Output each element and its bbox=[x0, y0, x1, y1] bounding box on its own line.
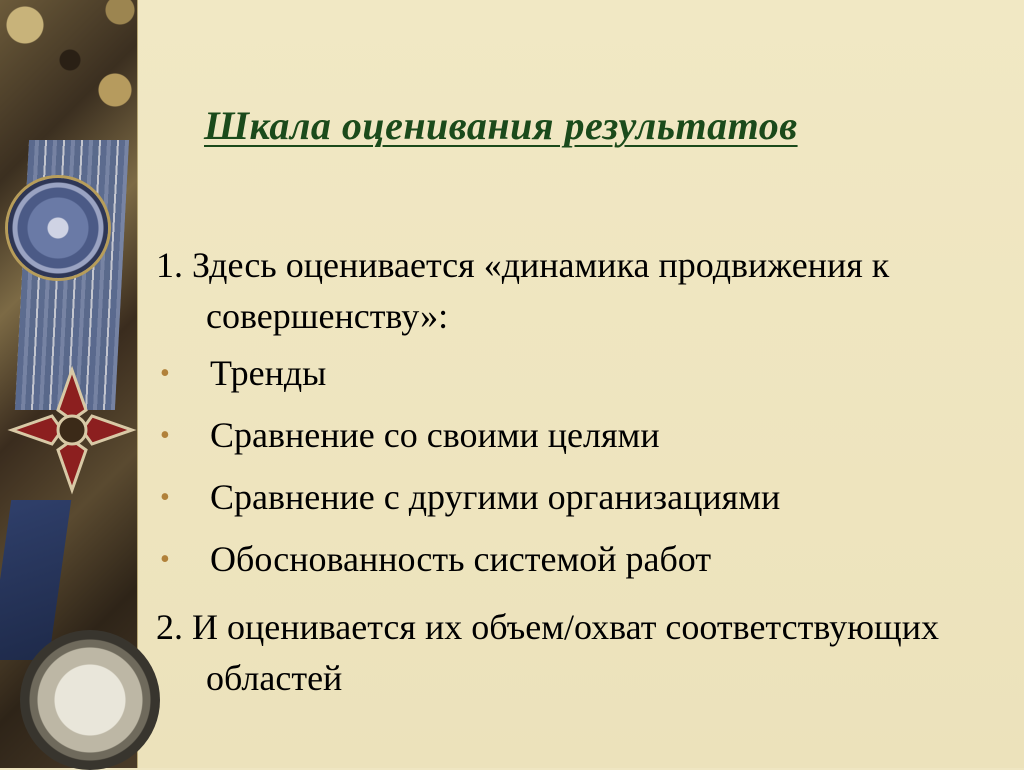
bullet-icon: • bbox=[160, 420, 170, 451]
bullet-text: Сравнение с другими организациями bbox=[210, 477, 781, 517]
bullet-text: Тренды bbox=[210, 353, 327, 393]
order-cross-icon bbox=[2, 350, 142, 510]
bullet-text: Сравнение со своими целями bbox=[210, 415, 660, 455]
bullet-list bbox=[156, 348, 996, 596]
bullet-icon: • bbox=[160, 482, 170, 513]
numbered-item-2 bbox=[156, 602, 996, 704]
bullet-text: Обоснованность системой работ bbox=[210, 539, 712, 579]
item-number: 1. bbox=[156, 245, 183, 285]
list-item bbox=[156, 534, 996, 596]
compass-icon bbox=[20, 630, 160, 770]
list-item bbox=[156, 410, 996, 472]
slide-title: Шкала оценивания результатов bbox=[204, 103, 798, 148]
item-number: 2. bbox=[156, 607, 183, 647]
rosette-icon bbox=[8, 178, 108, 278]
list-item bbox=[156, 348, 996, 410]
item-text: И оценивается их объем/охват соответствующих областей bbox=[192, 607, 939, 698]
bullet-icon: • bbox=[160, 358, 170, 389]
list-item bbox=[156, 472, 996, 534]
decorative-medals-panel bbox=[0, 0, 138, 768]
numbered-item-1 bbox=[156, 240, 996, 342]
bullet-icon: • bbox=[160, 544, 170, 575]
slide-content bbox=[156, 240, 996, 704]
item-text: Здесь оценивается «динамика продвижения к совершенству»: bbox=[192, 245, 890, 336]
